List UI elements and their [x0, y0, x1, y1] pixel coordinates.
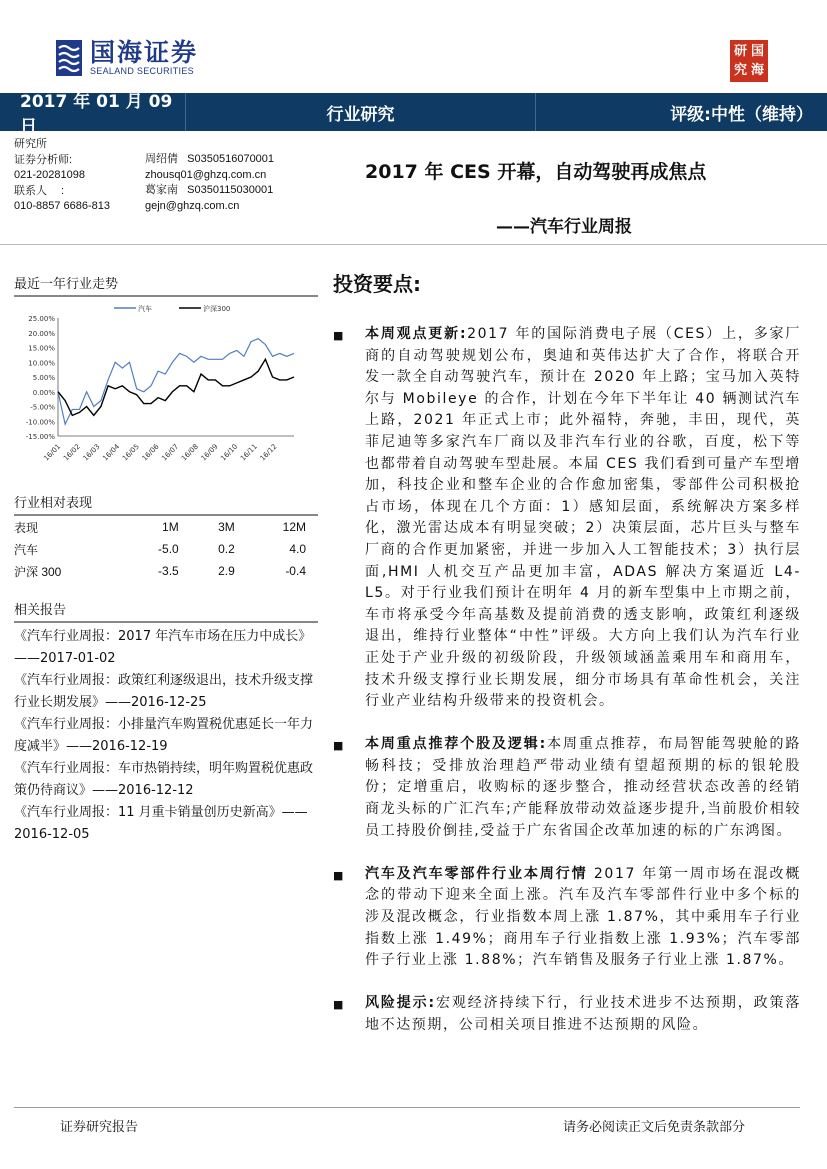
x-tick-label: 16/09 — [199, 442, 220, 463]
investment-highlights — [333, 324, 801, 1058]
report-link[interactable]: 《汽车行业周报：11 月重卡销量创历史新高》——2016-12-05 — [14, 805, 308, 842]
x-tick-label: 16/02 — [61, 442, 82, 463]
analyst-email[interactable]: zhousq01@ghzq.com.cn — [145, 168, 267, 181]
analyst-labels — [14, 137, 110, 215]
cell: 汽车 — [14, 542, 39, 557]
related-reports — [14, 626, 314, 846]
highlight-lead: 汽车及汽车零部件行业本周行情 — [365, 865, 588, 882]
y-tick-label: 10.00% — [28, 359, 55, 368]
x-tick-label: 16/07 — [160, 442, 181, 463]
contact-label: 联系人 : — [14, 184, 65, 197]
dept: 研究所 — [14, 138, 47, 150]
cell: -0.4 — [285, 564, 306, 578]
analyst-phone: 021-20281098 — [14, 169, 85, 181]
highlight-text: 2017 年第一周市场在混改概念的带动下迎来全面上涨。汽车及汽车零部件行业中多个标的涉及混改概念，行业指数本周上涨 1.87%，其中乘用车子行业指数上涨 1.49%；商用车子行业指数上涨 1.93%；汽车零部件子行业上涨 1.88%；汽车销售及服务子行业上涨 1.87%。 — [365, 865, 801, 969]
footer-right: 请务必阅读正文后免责条款部分 — [563, 1120, 746, 1135]
legend-label: 汽车 — [138, 305, 152, 313]
y-tick-label: 15.00% — [28, 344, 55, 353]
contact-email[interactable]: gejn@ghzq.com.cn — [145, 199, 240, 212]
logo-en-text: SEALAND SECURITIES — [90, 66, 194, 76]
highlight-text: 2017 年的国际消费电子展（CES）上，多家厂商的自动驾驶规划公布，奥迪和英伟达扩大了合作，将联合开发一款全自动驾驶汽车，预计在 2020 年上路；宝马加入英特尔与 Mobileye 的合作，计划在今年下半年让 40 辆测试汽车上路，2021 年正式上市；此外福特，奔驰，丰田，现代，英菲尼迪等多家汽车厂商以及非汽车行业的谷歌，百度，松下等也都带着自动驾驶车型赴展。本届 CES 我们看到可量产车型增加，科技企业和整车企业的合作愈加密集，零部件公司积极抢占市场，体现在几个方面：1）感知层面，系统解决方案多样化，激光雷达成本有明显突破；2）决策层面，芯片巨头与整车厂商的合作更加紧密，并进一步加入人工智能技术；3）执行层面,HMI 人机交互产品更加丰富，ADAS 解决方案逼近 L4-L5。对于行业我们预计在明年 4 月的新车型集中上市期之前，车市将承受今年高基数及提前消费的透支影响，政策红利逐级退出，维持行业整体“中性”评级。大方向上我们认为汽车行业正处于产业升级的初级阶段，升级领域涵盖乘用车和商用车，技术升级支撑行业长期发展，细分市场具有革命性机会，关注行业产业结构升级带来的投资机会。 — [365, 326, 801, 710]
trend-heading: 最近一年行业走势 — [14, 273, 318, 297]
analyst-label: 证券分析师: — [14, 153, 73, 166]
perf-heading: 行业相对表现 — [14, 492, 318, 516]
header-cell: 12M — [282, 520, 306, 534]
x-tick-label: 16/12 — [258, 442, 279, 463]
x-tick-label: 16/04 — [101, 442, 122, 463]
y-tick-label: -15.00% — [25, 433, 55, 441]
cell: 2.9 — [218, 564, 235, 578]
highlight-item — [333, 993, 801, 1036]
report-link[interactable]: 《汽车行业周报：政策红利逐级退出，技术升级支撑行业长期发展》——2016-12-25 — [14, 673, 314, 710]
series-line-0 — [58, 339, 294, 425]
report-date: 2017 年 01 月 09 日 — [20, 92, 173, 137]
header-cell: 1M — [162, 520, 179, 534]
industry-trend-chart — [14, 298, 318, 468]
cell: -5.0 — [158, 542, 179, 556]
contact-name: 葛家南 — [145, 184, 178, 196]
footer-left: 证券研究报告 — [60, 1120, 139, 1135]
contact-phone: 010-8857 6686-813 — [14, 200, 111, 212]
header-band — [0, 92, 827, 137]
highlight-text: 本周重点推荐，布局智能驾驶舱的路畅科技；受排放治理趋严带动业绩有望超预期的标的银轮股份；定增重启，收购标的逐步整合，推动经营状态改善的经销商龙头标的广汇汽车;产能释放带动效益逐步提升,当前股价相较员工持股价倒挂,受益于广东省国企改革加速的标的广东鸿图。 — [365, 736, 801, 839]
report-link[interactable]: 《汽车行业周报：2017 年汽车市场在压力中成长》——2017-01-02 — [14, 629, 312, 666]
wave-logo-icon — [56, 40, 82, 76]
x-tick-label: 16/11 — [238, 442, 259, 463]
table-row — [14, 538, 314, 560]
cell: 0.2 — [218, 542, 235, 556]
x-tick-label: 16/03 — [81, 442, 102, 463]
highlight-item — [333, 734, 801, 842]
square-bullet-icon: ■ — [333, 739, 344, 753]
reports-heading: 相关报告 — [14, 599, 318, 623]
y-tick-label: 25.00% — [28, 315, 55, 323]
logo-cn-text: 国海证券 — [90, 38, 199, 67]
legend-label: 沪深300 — [203, 305, 231, 313]
seal-char: 研 — [733, 44, 747, 59]
table-row — [14, 560, 314, 582]
rating: 评级:中性（维持） — [535, 93, 827, 131]
research-seal — [730, 40, 768, 82]
square-bullet-icon: ■ — [333, 868, 344, 882]
x-tick-label: 16/08 — [179, 442, 200, 463]
contact-id: S0350115030001 — [187, 184, 274, 196]
table-header-row — [14, 516, 314, 538]
x-tick-label: 16/10 — [219, 442, 240, 463]
investment-highlights-heading: 投资要点: — [333, 272, 421, 296]
company-logo — [56, 40, 198, 76]
cell: -3.5 — [158, 564, 179, 578]
analyst-name: 周绍倩 — [145, 153, 178, 165]
cell: 沪深 300 — [14, 564, 62, 579]
seal-char: 海 — [750, 63, 764, 78]
y-tick-label: -10.00% — [25, 418, 55, 427]
x-tick-label: 16/01 — [42, 442, 63, 463]
footer-divider — [14, 1107, 800, 1108]
report-link[interactable]: 《汽车行业周报：车市热销持续，明年购置税优惠政策仍待商议》——2016-12-12 — [14, 761, 314, 798]
x-tick-label: 16/05 — [120, 442, 141, 463]
y-tick-label: 20.00% — [28, 329, 55, 338]
highlight-item — [333, 324, 801, 713]
header-cell: 表现 — [14, 520, 39, 535]
performance-table — [14, 516, 314, 582]
seal-char: 究 — [733, 63, 747, 78]
report-type: 行业研究 — [185, 93, 535, 131]
divider — [0, 244, 827, 245]
cell: 4.0 — [289, 542, 306, 556]
header-cell: 3M — [218, 520, 235, 534]
highlight-lead: 本周重点推荐个股及逻辑: — [365, 736, 547, 753]
square-bullet-icon: ■ — [333, 998, 344, 1012]
y-tick-label: 0.00% — [32, 388, 55, 397]
highlight-lead: 本周观点更新: — [365, 326, 468, 342]
analyst-id: S0350516070001 — [187, 153, 275, 165]
square-bullet-icon: ■ — [333, 329, 344, 342]
highlight-text: 宏观经济持续下行，行业技术进步不达预期，政策落地不达预期，公司相关项目推进不达预期的风险。 — [365, 995, 801, 1033]
report-title: 2017 年 CES 开幕，自动驾驶再成焦点 — [365, 161, 707, 183]
x-tick-label: 16/06 — [140, 442, 161, 463]
report-subtitle: ——汽车行业周报 — [496, 217, 632, 237]
y-tick-label: 5.00% — [32, 374, 55, 382]
report-link[interactable]: 《汽车行业周报：小排量汽车购置税优惠延长一年力度减半》——2016-12-19 — [14, 717, 314, 754]
highlight-item — [333, 864, 801, 972]
highlight-lead: 风险提示: — [365, 995, 436, 1012]
y-tick-label: -5.00% — [30, 403, 55, 412]
seal-char: 国 — [750, 44, 764, 59]
analyst-details — [145, 152, 274, 214]
